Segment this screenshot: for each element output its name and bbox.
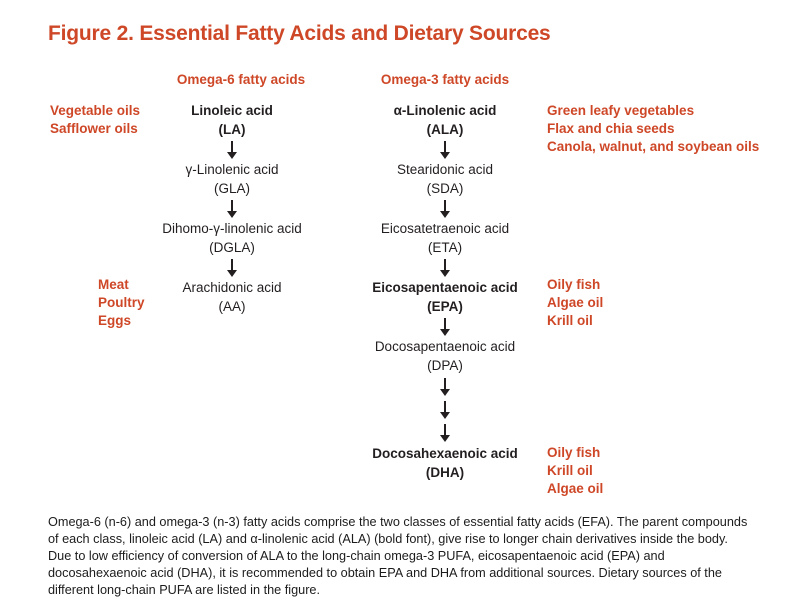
node-gamma-linolenic-acid: [132, 160, 332, 198]
source-line: Krill oil: [547, 313, 593, 328]
node-abbr: (DHA): [425, 465, 465, 480]
down-arrow-icon: [132, 198, 332, 219]
node-docosapentaenoic-acid: [345, 337, 545, 375]
sources-ala: [547, 102, 759, 156]
source-line: Algae oil: [547, 481, 604, 496]
node-name: Stearidonic acid: [396, 162, 494, 177]
node-abbr: (SDA): [426, 181, 464, 196]
omega6-pathway: [132, 101, 332, 316]
source-line: Canola, walnut, and soybean oils: [547, 139, 760, 154]
node-name: Eicosatetraenoic acid: [380, 221, 510, 236]
down-arrow-icon: [132, 257, 332, 278]
omega6-column-header: Omega-6 fatty acids: [176, 72, 306, 87]
node-abbr: (EPA): [427, 299, 463, 314]
source-line: Oily fish: [547, 277, 601, 292]
down-arrow-icon: [345, 421, 545, 444]
node-dihomo-gamma-linolenic-acid: [132, 219, 332, 257]
source-line: Krill oil: [547, 463, 593, 478]
omega3-pathway: [345, 101, 545, 482]
node-name: γ-Linolenic acid: [185, 162, 279, 177]
node-name: α-Linolenic acid: [393, 103, 497, 118]
node-abbr: (ETA): [427, 240, 463, 255]
node-stearidonic-acid: [345, 160, 545, 198]
omega3-column-header: Omega-3 fatty acids: [380, 72, 510, 87]
source-line: Eggs: [98, 313, 132, 328]
down-arrow-icon: [345, 316, 545, 337]
node-eicosapentaenoic-acid: [345, 278, 545, 316]
sources-la: [50, 102, 140, 138]
sources-epa: [547, 276, 603, 330]
source-line: Green leafy vegetables: [547, 103, 695, 118]
node-abbr: (ALA): [426, 122, 464, 137]
source-line: Poultry: [98, 295, 145, 310]
node-arachidonic-acid: [132, 278, 332, 316]
sources-dha: [547, 444, 603, 498]
node-abbr: (LA): [218, 122, 246, 137]
source-line: Vegetable oils: [50, 103, 141, 118]
source-line: Flax and chia seeds: [547, 121, 675, 136]
node-name: Docosahexaenoic acid: [372, 446, 518, 461]
source-line: Safflower oils: [50, 121, 138, 136]
node-abbr: (DGLA): [209, 240, 255, 255]
node-docosahexaenoic-acid: [345, 444, 545, 482]
node-linoleic-acid: [132, 101, 332, 139]
down-arrow-icon: [132, 139, 332, 160]
node-name: Dihomo-γ-linolenic acid: [162, 221, 302, 236]
figure-caption: Omega-6 (n-6) and omega-3 (n-3) fatty acids comprise the two classes of essential fatty acids (EFA). The parent compounds of each class, linoleic acid (LA) and α-linolenic acid (ALA) (bold font), give rise to longer chain derivatives inside the body. Due to low efficiency of conversion of ALA to the long-chain omega-3 PUFA, eicosapentaenoic acid (EPA) and docosahexaenoic acid (DHA), it is recommended to obtain EPA and DHA from additional sources. Dietary sources of the different long-chain PUFA are listed in the figure.: [48, 515, 748, 597]
node-alpha-linolenic-acid: [345, 101, 545, 139]
down-arrow-icon: [345, 139, 545, 160]
down-arrow-icon: [345, 375, 545, 398]
node-abbr: (GLA): [213, 181, 250, 196]
node-abbr: (AA): [218, 299, 246, 314]
node-name: Arachidonic acid: [182, 280, 282, 295]
node-abbr: (DPA): [427, 358, 463, 373]
node-name: Linoleic acid: [191, 103, 273, 118]
node-name: Eicosapentaenoic acid: [372, 280, 518, 295]
node-name: Docosapentaenoic acid: [374, 339, 516, 354]
down-arrow-icon: [345, 257, 545, 278]
source-line: Meat: [98, 277, 129, 292]
down-arrow-icon: [345, 398, 545, 421]
down-arrow-icon: [345, 198, 545, 219]
node-eicosatetraenoic-acid: [345, 219, 545, 257]
source-line: Oily fish: [547, 445, 601, 460]
source-line: Algae oil: [547, 295, 604, 310]
figure-title: Figure 2. Essential Fatty Acids and Dietary Sources: [48, 22, 551, 45]
